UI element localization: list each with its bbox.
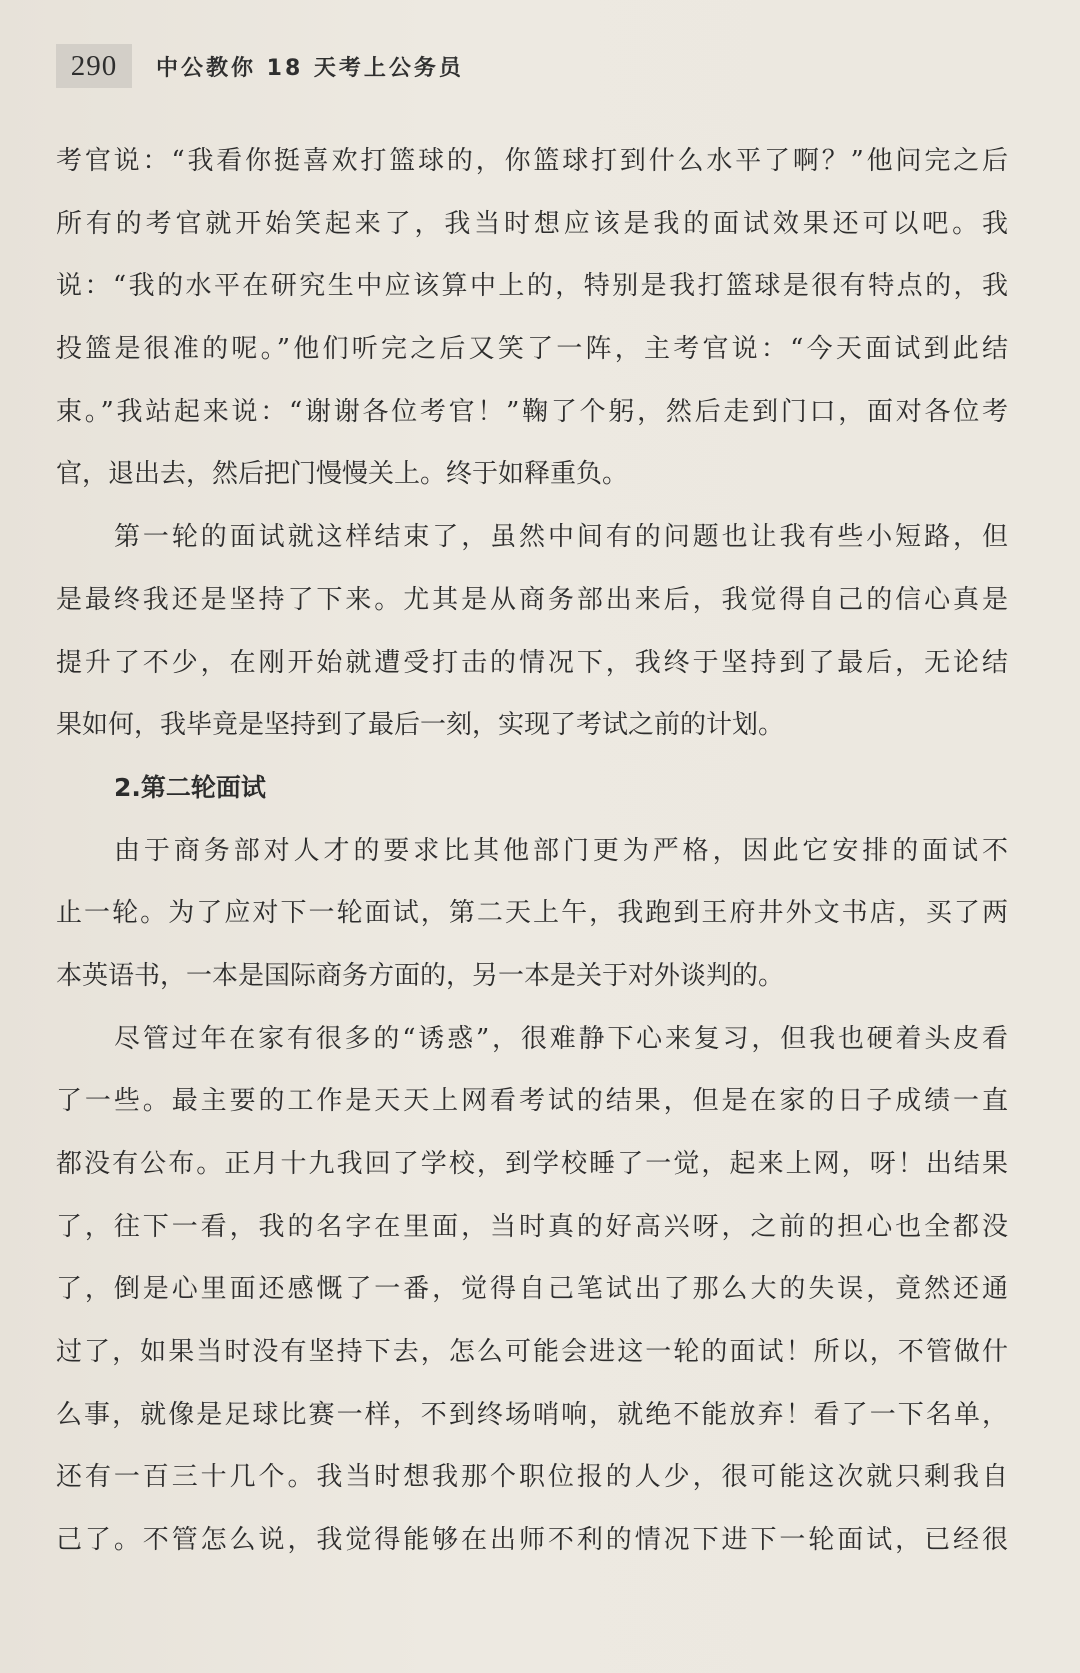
text-line: 止一轮。为了应对下一轮面试，第二天上午，我跑到王府井外文书店，买了两 — [56, 898, 1008, 929]
text-line: 么事，就像是足球比赛一样，不到终场哨响，就绝不能放弃！看了一下名单， — [56, 1399, 1008, 1430]
text-line: 了一些。最主要的工作是天天上网看考试的结果，但是在家的日子成绩一直 — [56, 1086, 1008, 1117]
text-line: 官，退出去，然后把门慢慢关上。终于如释重负。 — [56, 459, 629, 490]
text-line: 是最终我还是坚持了下来。尤其是从商务部出来后，我觉得自己的信心真是 — [56, 584, 1008, 615]
text-line: 都没有公布。正月十九我回了学校，到学校睡了一觉，起来上网，呀！出结果 — [56, 1149, 1008, 1179]
section-heading: 2.第二轮面试 — [114, 772, 266, 802]
text-line: 还有一百三十几个。我当时想我那个职位报的人少，很可能这次就只剩我自 — [56, 1462, 1008, 1493]
text-line: 投篮是很准的呢。”他们听完之后又笑了一阵，主考官说：“今天面试到此结 — [56, 334, 1008, 365]
text-line: 第一轮的面试就这样结束了，虽然中间有的问题也让我有些小短路，但 — [114, 522, 1008, 553]
page-number: 290 — [56, 44, 132, 88]
text-line: 己了。不管怎么说，我觉得能够在出师不利的情况下进下一轮面试，已经很 — [56, 1525, 1008, 1556]
text-line: 说：“我的水平在研究生中应该算中上的，特别是我打篮球是很有特点的，我 — [56, 271, 1008, 302]
text-line: 考官说：“我看你挺喜欢打篮球的，你篮球打到什么水平了啊？”他问完之后 — [56, 146, 1008, 176]
text-line: 提升了不少，在刚开始就遭受打击的情况下，我终于坚持到了最后，无论结 — [56, 647, 1008, 678]
running-title: 中公教你 18 天考上公务员 — [156, 55, 464, 81]
text-line: 了，往下一看，我的名字在里面，当时真的好高兴呀，之前的担心也全都没 — [56, 1211, 1008, 1242]
text-line: 尽管过年在家有很多的“诱惑”，很难静下心来复习，但我也硬着头皮看 — [114, 1023, 1008, 1054]
text-line: 本英语书，一本是国际商务方面的，另一本是关于对外谈判的。 — [56, 960, 785, 991]
body-text — [56, 130, 1008, 1572]
text-line: 果如何，我毕竟是坚持到了最后一刻，实现了考试之前的计划。 — [56, 710, 785, 741]
text-line: 由于商务部对人才的要求比其他部门更为严格，因此它安排的面试不 — [114, 835, 1008, 866]
text-line: 所有的考官就开始笑起来了，我当时想应该是我的面试效果还可以吧。我 — [56, 208, 1008, 239]
text-line: 了，倒是心里面还感慨了一番，觉得自己笔试出了那么大的失误，竟然还通 — [56, 1274, 1008, 1305]
text-line: 束。”我站起来说：“谢谢各位考官！”鞠了个躬，然后走到门口，面对各位考 — [56, 396, 1008, 427]
page-header — [56, 44, 464, 88]
text-line: 过了，如果当时没有坚持下去，怎么可能会进这一轮的面试！所以，不管做什 — [56, 1337, 1008, 1368]
